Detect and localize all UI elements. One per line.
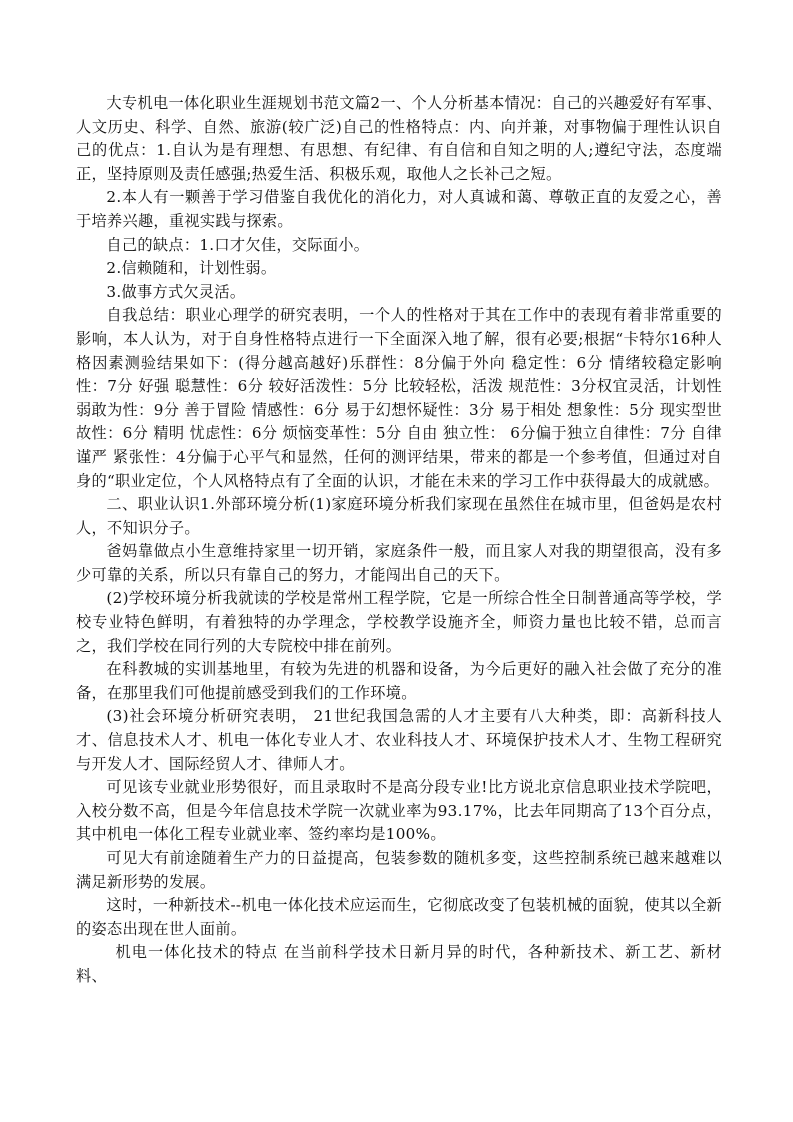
paragraph-weakness-1: 自己的缺点：1.口才欠佳，交际面小。 [106, 235, 370, 254]
paragraph-society: (3)社会环境分析研究表明， 21世纪我国急需的人才主要有八大种类，即：高新科技人才、信息技术人才、机电一体化专业人才、农业科技人才、环境保护技术人才、生物工程研究与开发人才、国际经贸人才、律师人才。 [76, 707, 722, 773]
paragraph-self-summary: 自我总结：职业心理学的研究表明，一个人的性格对于其在工作中的表现有着非常重要的影响，本人认为，对于自身性格特点进行一下全面深入地了解，很有必要;根据“卡特尔16种人格因素测验结果如下：(得分越高越好)乐群性：8分偏于外向 稳定性：6分 情绪较稳定影响性：7分 好强 聪慧性：6分 较好活泼性：5分 比较轻松，活泼 规范性：3分权宜灵活，计划性弱敢为性：9分 善于冒险 情感性：6分 易于幻想怀疑性：3分 易于相处 想象性：5分 现实型世故性：6分 精明 忧虑性：6分 烦恼变革性：5分 自由 独立性： 6分偏于独立自律性：7分 自律谨严 紧张性：4分偏于心平气和显然，任何的测评结果，带来的都是一个参考值，但通过对自身的“职业定位，个人风格特点有了全面的认识，才能在未来的学习工作中获得最大的成就感。 [76, 306, 722, 490]
paragraph-prospects: 可见大有前途随着生产力的日益提高，包装参数的随机多变，这些控制系统已越来越难以满足新形势的发展。 [76, 849, 722, 891]
paragraph-intro: 大专机电一体化职业生涯规划书范文篇2一、个人分析基本情况：自己的兴趣爱好有军事、人文历史、科学、自然、旅游(较广泛)自己的性格特点：内、向并兼，对事物偏于理性认识自己的优点：1.自认为是有理想、有思想、有纪律、有自信和自知之明的人;遵纪守法，态度端正，坚持原则及责任感强;热爱生活、积极乐观，取他人之长补己之短。 [76, 94, 722, 183]
paragraph-school: (2)学校环境分析我就读的学校是常州工程学院，它是一所综合性全日制普通高等学校，学校专业特色鲜明，有着独特的办学理念，学校教学设施齐全，师资力量也比较不错，总而言之，我们学校在同行列的大专院校中排在前列。 [76, 589, 722, 655]
paragraph-new-technology: 这时，一种新技术--机电一体化技术应运而生，它彻底改变了包装机械的面貌，使其以全新的姿态出现在世人面前。 [76, 896, 722, 938]
paragraph-strengths-2: 2.本人有一颗善于学习借鉴自我优化的消化力，对人真诚和蔼、尊敬正直的友爱之心，善于培养兴趣，重视实践与探索。 [76, 188, 722, 230]
document-body [76, 92, 722, 989]
paragraph-training-base: 在科教城的实训基地里，有较为先进的机器和设备，为今后更好的融入社会做了充分的准备，在那里我们可他提前感受到我们的工作环境。 [76, 660, 722, 702]
paragraph-features: 机电一体化技术的特点 在当前科学技术日新月异的时代，各种新技术、新工艺、新材料、 [76, 943, 722, 985]
paragraph-employment: 可见该专业就业形势很好，而且录取时不是高分段专业!比方说北京信息职业技术学院吧，入校分数不高，但是今年信息技术学院一次就业率为93.17%，比去年同期高了13个百分点，其中机电一体化工程专业就业率、签约率均是100%。 [76, 778, 722, 844]
paragraph-family: 爸妈靠做点小生意维持家里一切开销，家庭条件一般，而且家人对我的期望很高，没有多少可靠的关系，所以只有靠自己的努力，才能闯出自己的天下。 [76, 542, 722, 584]
paragraph-career-awareness: 二、职业认识1.外部环境分析(1)家庭环境分析我们家现在虽然住在城市里，但爸妈是农村人，不知识分子。 [76, 495, 722, 537]
paragraph-weakness-2: 2.信赖随和，计划性弱。 [106, 259, 277, 278]
paragraph-weakness-3: 3.做事方式欠灵活。 [106, 282, 246, 301]
